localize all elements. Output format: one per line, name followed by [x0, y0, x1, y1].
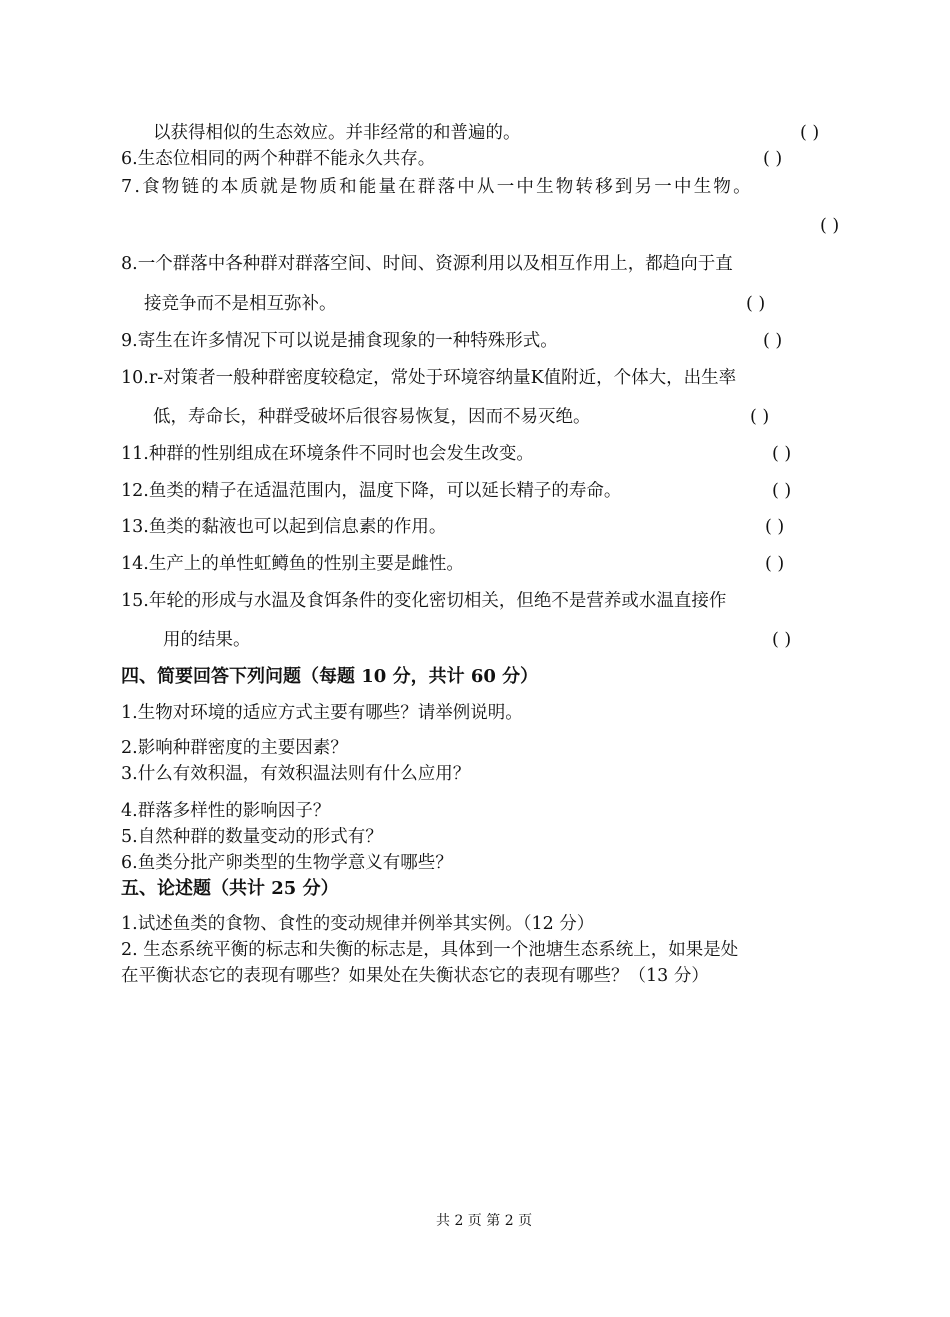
question-14: 14.生产上的单性虹鳟鱼的性别主要是雌性。: [121, 554, 464, 574]
answer-paren-13: ( ): [765, 517, 785, 537]
answer-paren-11: ( ): [772, 444, 792, 464]
question-13: 13.鱼类的黏液也可以起到信息素的作用。: [121, 517, 447, 537]
question-8-line-2: 接竞争而不是相互弥补。: [144, 294, 337, 314]
question-10-line-1: 10.r-对策者一般种群密度较稳定，常处于环境容纳量K值附近，个体大，出生率: [121, 368, 737, 388]
question-10-line-2: 低，寿命长，种群受破坏后很容易恢复，因而不易灭绝。: [153, 407, 591, 427]
section-4-question-3: 3.什么有效积温，有效积温法则有什么应用？: [121, 764, 471, 784]
section-4-question-5: 5.自然种群的数量变动的形式有？: [121, 827, 383, 847]
answer-paren-10: ( ): [750, 407, 770, 427]
answer-paren-7: ( ): [820, 216, 840, 236]
question-11: 11.种群的性别组成在环境条件不同时也会发生改变。: [121, 444, 534, 464]
answer-paren-15: ( ): [772, 630, 792, 650]
answer-paren-6: ( ): [763, 149, 783, 169]
answer-paren-5: ( ): [800, 123, 820, 143]
section-4-question-6: 6.鱼类分批产卵类型的生物学意义有哪些？: [121, 853, 453, 873]
question-15-line-1: 15.年轮的形成与水温及食饵条件的变化密切相关，但绝不是营养或水温直接作: [121, 591, 727, 611]
section-4-question-1: 1.生物对环境的适应方式主要有哪些？请举例说明。: [121, 703, 523, 723]
answer-paren-14: ( ): [765, 554, 785, 574]
section-5-question-2-line-1: 2. 生态系统平衡的标志和失衡的标志是，具体到一个池塘生态系统上，如果是处: [121, 940, 739, 960]
section-4-question-2: 2.影响种群密度的主要因素？: [121, 738, 348, 758]
page-footer: 共 2 页 第 2 页: [436, 1213, 533, 1229]
question-12: 12.鱼类的精子在适温范围内，温度下降，可以延长精子的寿命。: [121, 481, 622, 501]
section-5-heading: 五、论述题（共计 25 分）: [121, 878, 339, 899]
section-4-heading: 四、简要回答下列问题（每题 10 分，共计 60 分）: [121, 666, 539, 687]
question-5-continued: 以获得相似的生态效应。并非经常的和普遍的。: [153, 123, 521, 143]
question-9: 9.寄生在许多情况下可以说是捕食现象的一种特殊形式。: [121, 331, 558, 351]
question-7: 7.食物链的本质就是物质和能量在群落中从一中生物转移到另一中生物。: [121, 177, 753, 197]
section-5-question-1: 1.试述鱼类的食物、食性的变动规律并例举其实例。（12 分）: [121, 914, 595, 934]
answer-paren-9: ( ): [763, 331, 783, 351]
answer-paren-8: ( ): [746, 294, 766, 314]
question-15-line-2: 用的结果。: [163, 630, 251, 650]
question-6: 6.生态位相同的两个种群不能永久共存。: [121, 149, 436, 169]
answer-paren-12: ( ): [772, 481, 792, 501]
section-5-question-2-line-2: 在平衡状态它的表现有哪些？如果处在失衡状态它的表现有哪些？（13 分）: [121, 966, 709, 986]
question-8-line-1: 8.一个群落中各种群对群落空间、时间、资源利用以及相互作用上，都趋向于直: [121, 254, 733, 274]
section-4-question-4: 4.群落多样性的影响因子？: [121, 801, 331, 821]
